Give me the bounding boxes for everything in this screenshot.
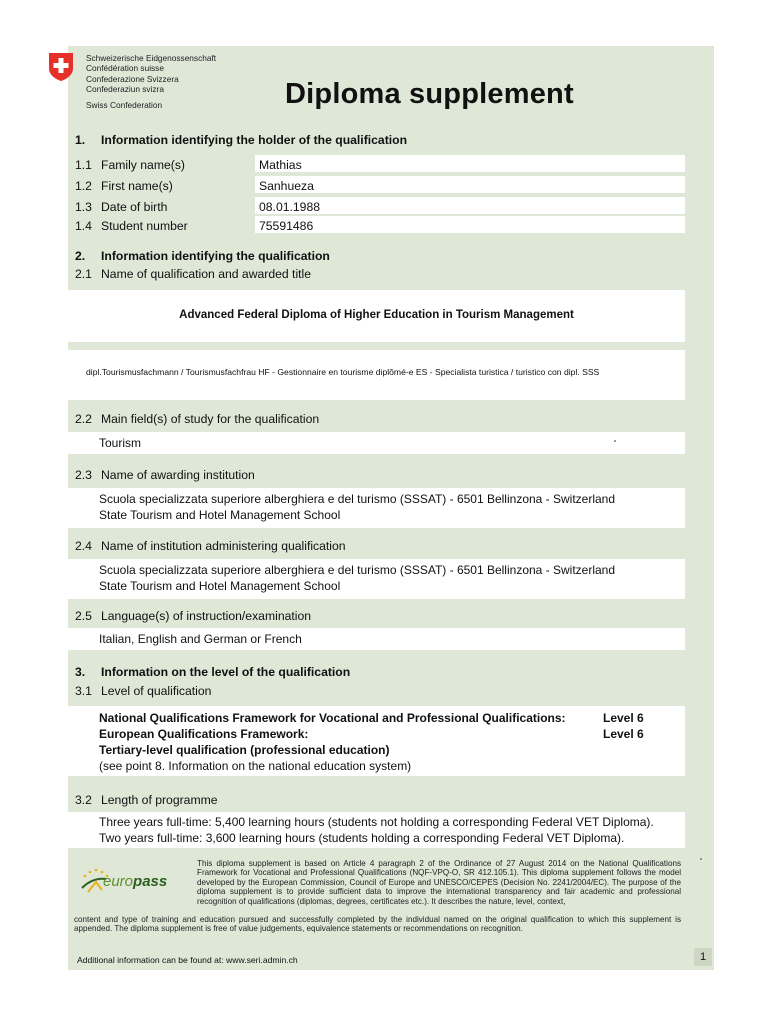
confederation-english: Swiss Confederation	[86, 99, 163, 110]
administering-institution-line-1: Scuola specializzata superiore alberghiera e del turismo (SSSAT) - 6501 Bellinzona - Switzerland	[99, 563, 616, 577]
section-3-2-heading: 3.2 Length of programme	[75, 793, 218, 807]
section-1-heading: 1. Information identifying the holder of the qualification	[75, 133, 408, 147]
confederation-block	[86, 53, 216, 110]
legal-notice-part-1: This diploma supplement is based on Article 4 paragraph 2 of the Ordinance of 27 August 2014 on the National Qualifications Framework for Vocational and Professional Qualifications (NQF-VPQ-O, SR 412.105.1). This diploma supplement follows the model developed by the European Commission, Council of Europe and UNESCO/CEPES (Decision No. 2241/2004/EC). The purpose of the diploma supplement is to provide sufficient data to improve the international transparency and fair academic and professional recognition of qualifications (diplomas, degrees, certificates etc.). It describes the nature, level, context,	[197, 859, 681, 906]
scan-speck	[700, 858, 702, 860]
field-of-study-box	[68, 432, 685, 454]
section-2-2-heading: 2.2 Main field(s) of study for the qualification	[75, 412, 320, 426]
first-name-value-box: Sanhueza	[255, 176, 685, 193]
section-2-4-heading: 2.4 Name of institution administering qualification	[75, 539, 346, 553]
additional-info: Additional information can be found at: www.seri.admin.ch	[77, 955, 298, 965]
section-2-heading: 2. Information identifying the qualification	[75, 249, 330, 263]
qualification-subtitle: dipl.Tourismusfachmann / Tourismusfachfrau HF - Gestionnaire en tourisme diplômé-e ES - Specialista turistica / turistico con dipl. SSS	[86, 367, 600, 377]
section-2-5-heading: 2.5 Language(s) of instruction/examination	[75, 609, 312, 623]
awarding-institution-line-2: State Tourism and Hotel Management School	[99, 508, 341, 522]
eqf-label: European Qualifications Framework:	[99, 727, 309, 741]
language-value: Italian, English and German or French	[99, 632, 302, 646]
programme-length-line-2: Two years full-time: 3,600 learning hours (students holding a corresponding Federal VET Diploma).	[99, 831, 625, 845]
tertiary-label: Tertiary-level qualification (professional education)	[99, 743, 390, 757]
section-2-1-heading: 2.1 Name of qualification and awarded title	[75, 267, 312, 281]
awarding-institution-line-1: Scuola specializzata superiore alberghiera e del turismo (SSSAT) - 6501 Bellinzona - Switzerland	[99, 492, 616, 506]
confederation-line: Confederaziun svizra	[86, 84, 164, 95]
swiss-cross-icon	[48, 52, 74, 82]
family-name-value-box: Mathias	[255, 155, 685, 172]
scan-speck	[614, 440, 616, 442]
confederation-line: Confederazione Svizzera	[86, 73, 179, 84]
see-point-note: (see point 8. Information on the national education system)	[99, 759, 412, 773]
student-number-value-box: 75591486	[255, 216, 685, 233]
programme-length-line-1: Three years full-time: 5,400 learning hours (students not holding a corresponding Federal VET Diploma).	[99, 815, 654, 829]
nqf-level-value: Level 6	[603, 711, 644, 725]
administering-institution-line-2: State Tourism and Hotel Management School	[99, 579, 341, 593]
confederation-line: Confédération suisse	[86, 63, 164, 74]
qualification-title: Advanced Federal Diploma of Higher Education in Tourism Management	[179, 309, 574, 321]
section-3-heading: 3. Information on the level of the qualification	[75, 665, 351, 679]
confederation-line: Schweizerische Eidgenossenschaft	[86, 53, 217, 63]
date-of-birth-value-box: 08.01.1988	[255, 197, 685, 214]
nqf-label: National Qualifications Framework for Vocational and Professional Qualifications:	[99, 711, 566, 725]
legal-notice-part-2: content and type of training and education pursued and successfully completed by the individual named on the original qualification to which this supplement is appended. The diploma supplement is free of value judgements, equivalence statements or recommendations on recognition.	[74, 915, 681, 934]
europass-wordmark: europass	[103, 873, 168, 890]
page-title: Diploma supplement	[285, 78, 574, 110]
field-of-study-value: Tourism	[99, 436, 142, 450]
section-2-3-heading: 2.3 Name of awarding institution	[75, 468, 255, 482]
section-3-1-heading: 3.1 Level of qualification	[75, 684, 212, 698]
eqf-level-value: Level 6	[603, 727, 644, 741]
page-number: 1	[694, 948, 712, 966]
